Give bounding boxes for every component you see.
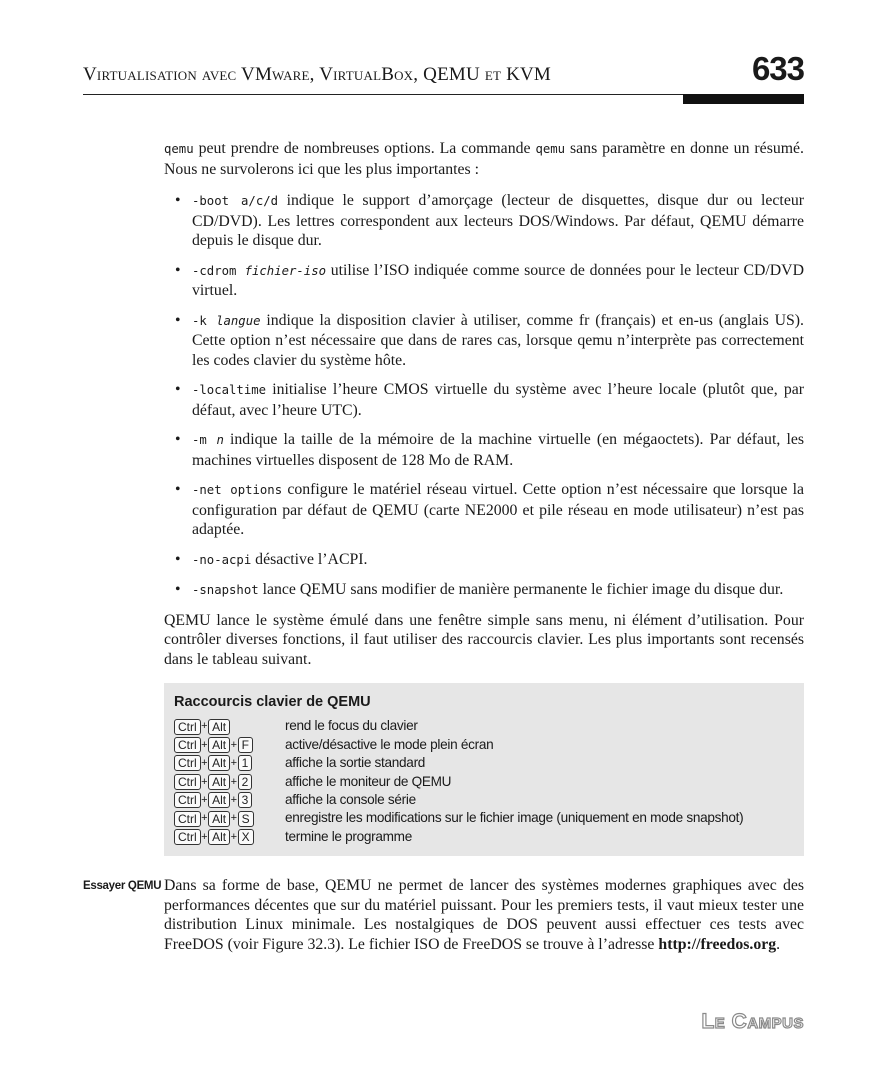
header-bar (683, 94, 804, 104)
keycap: Ctrl (174, 719, 201, 735)
shortcut-keys (174, 773, 285, 791)
shortcuts-title: Raccourcis clavier de QEMU (174, 694, 371, 710)
option-text: désactive l’ACPI. (251, 550, 368, 568)
intro-text-2: sans paramètre en donne un résumé. Nous ne survolerons ici que les plus importantes : (164, 140, 804, 178)
option-text: lance QEMU sans modifier de manière permanente le fichier image du disque dur. (258, 581, 784, 598)
intro-paragraph (164, 139, 804, 179)
keycap: Alt (208, 792, 230, 808)
bullet-icon: • (175, 192, 181, 209)
bullet-icon: • (175, 481, 181, 498)
plus-sign: + (201, 757, 208, 770)
option-text: configure le matériel réseau virtuel. Cette option n’est nécessaire que lorsque la configuration par défaut de QEMU (carte NE2000 et pile réseau en mode utilisateur) n’est pas adaptée. (192, 481, 805, 538)
shortcut-description: active/désactive le mode plein écran (285, 736, 494, 752)
shortcut-row (174, 828, 794, 846)
option-text: initialise l’heure CMOS virtuelle du système avec l’heure locale (plutôt que, par défaut, avec l’heure UTC). (192, 381, 804, 419)
option-text: indique le support d’amorçage (lecteur de disquettes, disque dur ou lecteur CD/DVD). Les lettres correspondent aux lecteurs DOS/Windows. Par défaut, QEMU démarre depuis le disque dur. (192, 192, 804, 249)
shortcut-row (174, 754, 794, 772)
keycap: X (238, 829, 254, 845)
plus-sign: + (230, 738, 238, 751)
inline-code: qemu (164, 142, 194, 156)
plus-sign: + (230, 775, 238, 788)
shortcut-description: termine le programme (285, 828, 412, 844)
keycap: Ctrl (174, 829, 201, 845)
option-code: -snapshot (192, 583, 259, 597)
option-code: -localtime (192, 383, 267, 397)
plus-sign: + (201, 775, 208, 788)
keycap: Alt (208, 719, 230, 735)
final-paragraph (83, 876, 804, 954)
option-code: -m (192, 433, 217, 447)
plus-sign: + (201, 794, 208, 807)
shortcut-row (174, 736, 794, 754)
option-text: indique la taille de la mémoire de la machine virtuelle (en mégaoctets). Par défaut, les machines virtuelles disposent de 128 Mo de RAM. (192, 431, 805, 469)
shortcut-keys (174, 828, 285, 846)
bullet-icon: • (175, 311, 181, 329)
page-content (83, 139, 805, 966)
plus-sign: + (201, 830, 208, 843)
option-text: utilise l’ISO indiquée comme source de données pour le lecteur CD/DVD virtuel. (192, 261, 804, 299)
shortcut-keys (174, 754, 285, 772)
shortcut-keys (174, 736, 285, 754)
list-item (164, 550, 804, 571)
keycap: Alt (208, 774, 230, 790)
keycap: Ctrl (174, 792, 201, 808)
list-item (164, 480, 804, 540)
keycap: Ctrl (174, 774, 201, 790)
shortcut-keys (174, 809, 285, 827)
plus-sign: + (201, 720, 208, 733)
list-item (164, 191, 804, 251)
inline-code: qemu (535, 142, 566, 156)
option-code: -k (192, 313, 217, 328)
shortcut-keys (174, 791, 285, 809)
shortcut-description: rend le focus du clavier (285, 718, 418, 734)
keycap: Alt (208, 829, 230, 845)
option-code: -no-acpi (192, 552, 252, 567)
shortcut-description: affiche la sortie standard (285, 755, 426, 771)
intro-text-1: peut prendre de nombreuses options. La commande (193, 140, 536, 157)
margin-note: Essayer QEMU (83, 880, 162, 893)
final-text: Dans sa forme de base, QEMU ne permet de lancer des systèmes modernes graphiques avec des performances décentes que sur du matériel puissant. Pour les premiers tests, il vaut mieux tester une distribution Linux minimale. Les nostalgiques de DOS peuvent aussi effectuer ces tests avec FreeDOS (voir Figure 32.3). Le fichier ISO de FreeDOS se trouve à l’adresse (164, 877, 804, 953)
bullet-icon: • (175, 550, 181, 568)
plus-sign: + (201, 812, 208, 825)
shortcuts-intro-paragraph: QEMU lance le système émulé dans une fenêtre simple sans menu, ni élément d’utilisation. Pour contrôler diverses fonctions, il faut utiliser des raccourcis clavier. Les plus importants sont recensés dans le tableau suivant. (164, 611, 804, 668)
list-item (164, 580, 804, 601)
keycap: F (238, 737, 253, 753)
bullet-icon: • (175, 261, 181, 279)
plus-sign: + (230, 757, 238, 770)
plus-sign: + (201, 738, 208, 751)
option-code: -cdrom (192, 263, 245, 278)
shortcut-row (174, 773, 794, 791)
list-item (164, 261, 804, 301)
keycap: 1 (238, 755, 253, 771)
plus-sign: + (230, 830, 238, 843)
shortcuts-box (164, 683, 804, 856)
option-arg: fichier-iso (244, 263, 327, 278)
shortcuts-table (174, 717, 794, 846)
shortcut-row (174, 809, 794, 827)
keycap: 2 (238, 774, 253, 790)
plus-sign: + (230, 812, 238, 825)
list-item (164, 380, 804, 420)
bullet-icon: • (175, 431, 181, 448)
keycap: Alt (208, 755, 230, 771)
option-code: -boot a/c/d (192, 194, 279, 208)
keycap: S (238, 811, 254, 827)
keycap: Ctrl (174, 737, 201, 753)
shortcut-row (174, 791, 794, 809)
option-code: -net options (192, 483, 283, 497)
keycap: 3 (238, 792, 253, 808)
bullet-icon: • (175, 381, 181, 398)
option-arg: n (216, 433, 224, 447)
keycap: Ctrl (174, 811, 201, 827)
freedos-link[interactable]: http://freedos.org (658, 935, 777, 953)
option-arg: langue (216, 313, 261, 328)
options-list (164, 191, 804, 601)
publisher-logo: Le Campus (701, 1010, 804, 1033)
running-title: Virtualisation avec VMware, VirtualBox, QEMU et KVM (83, 64, 552, 85)
final-end: . (776, 935, 781, 953)
list-item (164, 430, 804, 470)
shortcut-description: affiche le moniteur de QEMU (285, 773, 452, 789)
keycap: Alt (208, 737, 230, 753)
plus-sign: + (230, 794, 238, 807)
shortcut-keys (174, 717, 285, 735)
shortcut-row (174, 717, 794, 735)
shortcut-description: affiche la console série (285, 792, 416, 808)
bullet-icon: • (175, 581, 181, 598)
list-item (164, 311, 804, 371)
option-text: indique la disposition clavier à utiliser, comme fr (français) et en-us (anglais US). Cette option n’est nécessaire que dans de rares cas, lorsque qemu n’interprète pas correctement les codes clavier du système hôte. (192, 311, 804, 369)
keycap: Ctrl (174, 755, 201, 771)
shortcut-description: enregistre les modifications sur le fichier image (uniquement en mode snapshot) (285, 810, 744, 826)
page-number: 633 (751, 50, 804, 87)
keycap: Alt (208, 811, 230, 827)
